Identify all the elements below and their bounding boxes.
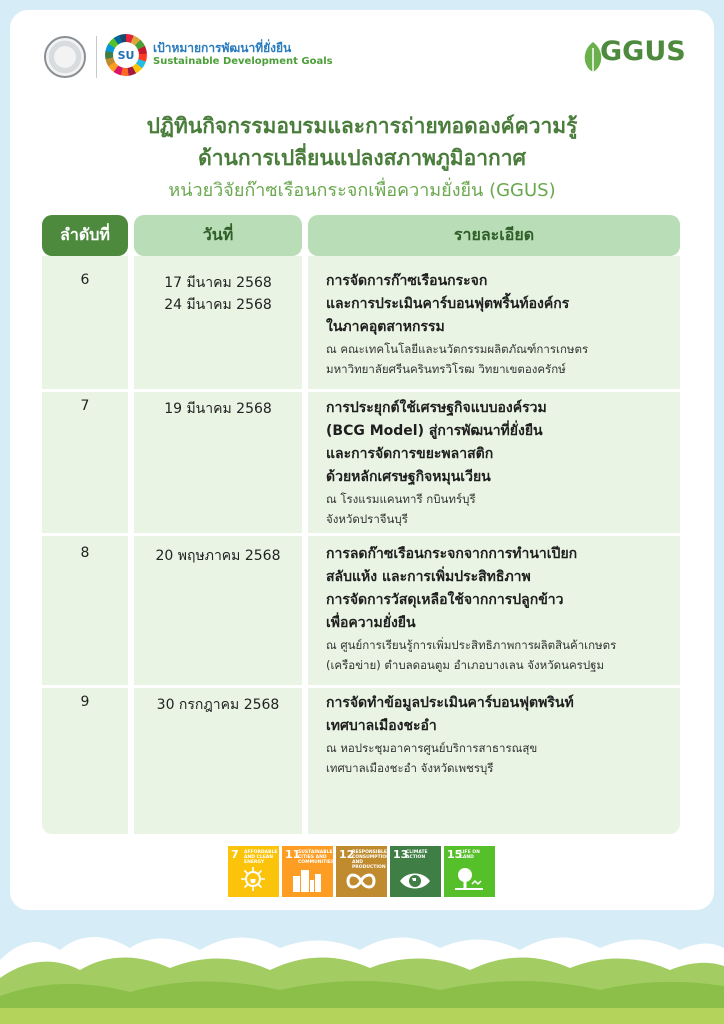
activity-place-line: ณ คณะเทคโนโลยีและนวัตกรรมผลิตภัณฑ์การเกษตร xyxy=(326,342,589,356)
row-date-line: 30 กรกฎาคม 2568 xyxy=(156,697,280,713)
column-header-number: ลำดับที่ xyxy=(42,215,128,256)
row-detail xyxy=(326,692,676,778)
buildings-icon xyxy=(292,866,322,892)
activity-title-line: การประยุกต์ใช้เศรษฐกิจแบบองค์รวม xyxy=(326,400,547,416)
row-detail xyxy=(326,543,676,675)
activity-place-line: จังหวัดปราจีนบุรี xyxy=(326,512,408,526)
row-number: 9 xyxy=(80,694,90,710)
sdg-wheel-logo xyxy=(105,34,147,76)
sdg-badge-13 xyxy=(390,846,441,897)
sdg-badge-number: 12 xyxy=(339,848,355,861)
activity-place-line: ณ ศูนย์การเรียนรู้การเพิ่มประสิทธิภาพการผลิตสินค้าเกษตร xyxy=(326,638,617,652)
activity-title-line: ในภาคอุตสาหกรรม xyxy=(326,319,445,335)
sdg-badge-number: 13 xyxy=(393,848,409,861)
eye-globe-icon xyxy=(399,870,431,892)
activity-title-line: การจัดการก๊าซเรือนกระจก xyxy=(326,273,488,289)
sdg-badge-number: 11 xyxy=(285,848,301,861)
sdg-badge-number: 15 xyxy=(447,848,463,861)
sdg-badge-15 xyxy=(444,846,495,897)
row-date xyxy=(134,272,302,316)
sdg-badge-number: 7 xyxy=(231,848,239,861)
activity-title-line: เพื่อความยั่งยืน xyxy=(326,615,416,631)
row-date xyxy=(134,398,302,420)
header-divider xyxy=(96,36,97,78)
row-divider xyxy=(42,389,680,392)
row-date-line: 17 มีนาคม 2568 xyxy=(164,275,272,291)
ggus-brand-logo: GGUS xyxy=(600,36,686,67)
row-number: 8 xyxy=(80,545,90,561)
sdg-badge-label: RESPONSIBLE CONSUMPTION AND PRODUCTION xyxy=(352,850,390,870)
sun-plug-icon xyxy=(240,866,266,892)
activity-title-line: การจัดการวัสดุเหลือใช้จากการปลูกข้าว xyxy=(326,592,564,608)
page-subtitle: หน่วยวิจัยก๊าซเรือนกระจกเพื่อความยั่งยืน (GGUS) xyxy=(168,180,556,201)
sdg-badges xyxy=(228,846,495,897)
activity-title-line: ด้วยหลักเศรษฐกิจหมุนเวียน xyxy=(326,469,491,485)
sdg-wheel-label: SU xyxy=(113,42,139,68)
sdg-badge-label: CLIMATE ACTION xyxy=(406,850,428,860)
activity-place-line: ณ โรงแรมแคนทารี กบินทร์บุรี xyxy=(326,492,476,506)
sdg-title-thai: เป้าหมายการพัฒนาที่ยั่งยืน xyxy=(153,41,292,55)
activity-title-line: และการจัดการขยะพลาสติก xyxy=(326,446,494,462)
activity-place-line: ณ หอประชุมอาคารศูนย์บริการสาธารณสุข xyxy=(326,741,538,755)
infinity-icon xyxy=(346,870,376,892)
landscape-illustration xyxy=(0,920,724,1024)
column-header-date: วันที่ xyxy=(134,215,302,256)
activity-title-line: (BCG Model) สู่การพัฒนาที่ยั่งยืน xyxy=(326,423,543,439)
page-title-line2: ด้านการเปลี่ยนแปลงสภาพภูมิอากาศ xyxy=(198,146,526,170)
university-seal-logo xyxy=(44,36,86,78)
sdg-badge-label: AFFORDABLE AND CLEAN ENERGY xyxy=(244,850,278,865)
activity-title-line: และการประเมินคาร์บอนฟุตพริ้นท์องค์กร xyxy=(326,296,570,312)
activity-title-line: สลับแห้ง และการเพิ่มประสิทธิภาพ xyxy=(326,569,531,585)
activity-place-line: มหาวิทยาลัยศรีนครินทรวิโรฒ วิทยาเขตองครักษ์ xyxy=(326,362,566,376)
row-detail xyxy=(326,270,676,379)
page-title-line1: ปฏิทินกิจกรรมอบรมและการถ่ายทอดองค์ความรู้ xyxy=(146,114,578,138)
row-date-line: 19 มีนาคม 2568 xyxy=(164,401,272,417)
tree-icon xyxy=(454,866,484,892)
row-number: 6 xyxy=(80,272,90,288)
row-date xyxy=(134,545,302,567)
row-date-line: 20 พฤษภาคม 2568 xyxy=(155,548,281,564)
sdg-badge-11 xyxy=(282,846,333,897)
row-divider xyxy=(42,533,680,536)
sdg-badge-label: LIFE ON LAND xyxy=(460,850,480,860)
sdg-badge-label: SUSTAINABLE CITIES AND COMMUNITIES xyxy=(298,850,335,865)
row-date-line: 24 มีนาคม 2568 xyxy=(164,297,272,313)
row-detail xyxy=(326,397,676,529)
column-header-detail: รายละเอียด xyxy=(308,215,680,256)
activity-place-line: เทศบาลเมืองชะอำ จังหวัดเพชรบุรี xyxy=(326,761,494,775)
activity-title-line: การจัดทำข้อมูลประเมินคาร์บอนฟุตพรินท์ xyxy=(326,695,574,711)
row-number: 7 xyxy=(80,398,90,414)
sdg-badge-7 xyxy=(228,846,279,897)
activity-title-line: เทศบาลเมืองชะอำ xyxy=(326,718,437,734)
activity-title-line: การลดก๊าซเรือนกระจกจากการทำนาเปียก xyxy=(326,546,578,562)
row-divider xyxy=(42,685,680,688)
row-date xyxy=(134,694,302,716)
sdg-title-english: Sustainable Development Goals xyxy=(153,56,333,67)
activity-place-line: (เครือข่าย) ตำบลดอนตูม อำเภอบางเลน จังหวัดนครปฐม xyxy=(326,658,605,672)
sdg-badge-12 xyxy=(336,846,390,897)
